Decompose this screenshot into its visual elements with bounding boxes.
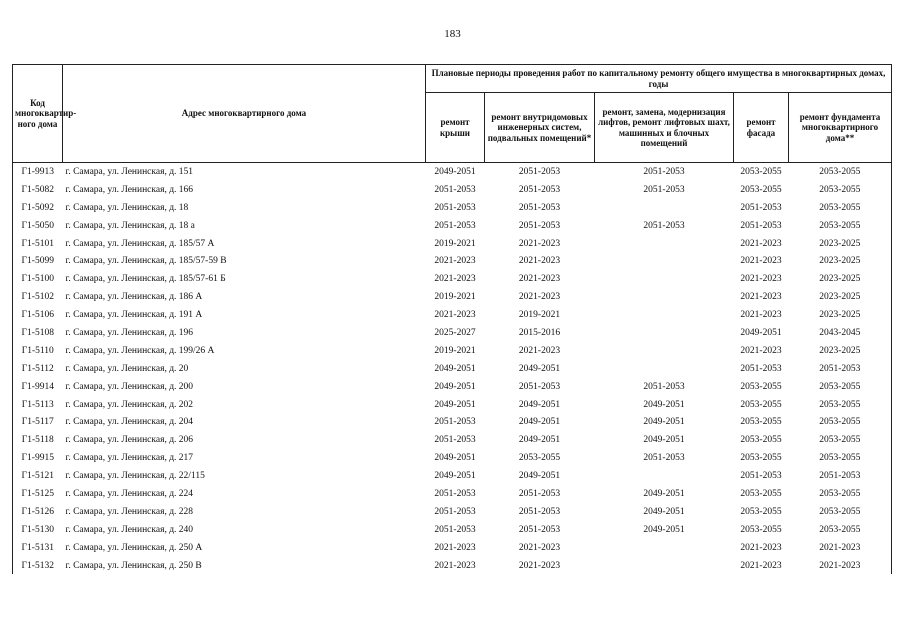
cell-lifts: 2049-2051	[643, 399, 685, 410]
table-row	[13, 557, 892, 575]
cell-roof: 2021-2023	[434, 310, 476, 321]
header-work-periods: Плановые периоды проведения работ по капитальному ремонту общего имущества в многоквартирных домах, годы	[426, 65, 892, 93]
cell-roof: 2051-2053	[434, 220, 476, 231]
cell-address: г. Самара, ул. Ленинская, д. 185/57-59 В	[65, 256, 227, 267]
cell-foundation: 2053-2055	[789, 199, 892, 217]
cell-address: г. Самара, ул. Ленинская, д. 250 В	[65, 560, 202, 571]
cell-roof: 2049-2051	[434, 166, 476, 177]
cell-address: г. Самара, ул. Ленинская, д. 196	[65, 327, 194, 338]
cell-facade: 2051-2053	[740, 471, 782, 482]
cell-code: Г1-5110	[13, 342, 63, 360]
cell-lifts: 2051-2053	[643, 184, 685, 195]
cell-lifts	[595, 324, 734, 342]
table-row	[13, 217, 892, 235]
cell-foundation: 2021-2023	[789, 539, 892, 557]
cell-systems: 2051-2053	[518, 220, 561, 231]
cell-lifts	[595, 199, 734, 217]
cell-systems: 2021-2023	[518, 256, 561, 267]
cell-systems: 2021-2023	[518, 238, 561, 249]
cell-facade: 2021-2023	[740, 560, 782, 571]
cell-roof: 2051-2053	[434, 488, 476, 499]
cell-facade: 2051-2053	[740, 220, 782, 231]
table-row	[13, 181, 892, 199]
cell-lifts: 2049-2051	[643, 417, 685, 428]
cell-facade: 2021-2023	[740, 292, 782, 303]
cell-facade: 2021-2023	[740, 274, 782, 285]
cell-lifts	[595, 270, 734, 288]
cell-lifts: 2051-2053	[643, 220, 685, 231]
cell-roof: 2051-2053	[434, 202, 476, 213]
table-row	[13, 378, 892, 396]
cell-foundation: 2053-2055	[789, 217, 892, 235]
cell-roof: 2049-2051	[434, 471, 476, 482]
table-row	[13, 396, 892, 414]
cell-address: г. Самара, ул. Ленинская, д. 204	[65, 417, 194, 428]
cell-code: Г1-5082	[13, 181, 63, 199]
cell-foundation: 2023-2025	[789, 235, 892, 253]
cell-code: Г1-5100	[13, 270, 63, 288]
cell-lifts	[595, 252, 734, 270]
cell-address: г. Самара, ул. Ленинская, д. 250 А	[65, 542, 203, 553]
header-lifts: ремонт, замена, модернизация лифтов, ремонт лифтовых шахт, машинных и блочных помещений	[595, 93, 734, 163]
cell-lifts: 2051-2053	[643, 381, 685, 392]
cell-code: Г1-5130	[13, 521, 63, 539]
cell-address: г. Самара, ул. Ленинская, д. 185/57-61 Б	[65, 274, 226, 285]
table-row	[13, 449, 892, 467]
cell-facade: 2021-2023	[740, 238, 782, 249]
header-code: Код многоквартир-ного дома	[13, 65, 63, 163]
cell-foundation: 2023-2025	[789, 288, 892, 306]
cell-lifts	[595, 467, 734, 485]
cell-foundation: 2053-2055	[789, 378, 892, 396]
cell-address: г. Самара, ул. Ленинская, д. 228	[65, 506, 194, 517]
cell-lifts: 2051-2053	[643, 166, 685, 177]
cell-address: г. Самара, ул. Ленинская, д. 18	[65, 202, 189, 213]
cell-roof: 2049-2051	[434, 399, 476, 410]
cell-code: Г1-5118	[13, 431, 63, 449]
cell-systems: 2015-2016	[518, 327, 561, 338]
cell-lifts	[595, 342, 734, 360]
cell-code: Г1-5101	[13, 235, 63, 253]
cell-facade: 2021-2023	[740, 256, 782, 267]
cell-roof: 2051-2053	[434, 506, 476, 517]
cell-facade: 2021-2023	[740, 345, 782, 356]
cell-code: Г1-9913	[13, 163, 63, 181]
cell-foundation: 2053-2055	[789, 503, 892, 521]
cell-systems: 2049-2051	[518, 399, 561, 410]
cell-facade: 2053-2055	[740, 524, 782, 535]
cell-roof: 2021-2023	[434, 274, 476, 285]
cell-code: Г1-5117	[13, 413, 63, 431]
cell-lifts	[595, 539, 734, 557]
table-row	[13, 288, 892, 306]
cell-facade: 2053-2055	[740, 506, 782, 517]
cell-lifts	[595, 557, 734, 575]
cell-lifts: 2049-2051	[643, 506, 685, 517]
table-row	[13, 503, 892, 521]
cell-systems: 2053-2055	[518, 453, 561, 464]
cell-foundation: 2023-2025	[789, 252, 892, 270]
cell-code: Г1-5126	[13, 503, 63, 521]
cell-code: Г1-5050	[13, 217, 63, 235]
cell-foundation: 2053-2055	[789, 396, 892, 414]
header-foundation: ремонт фундамента многоквартирного дома**	[789, 93, 892, 163]
cell-roof: 2051-2053	[434, 417, 476, 428]
cell-address: г. Самара, ул. Ленинская, д. 217	[65, 453, 194, 464]
table-row	[13, 324, 892, 342]
cell-code: Г1-5132	[13, 557, 63, 575]
cell-foundation: 2023-2025	[789, 342, 892, 360]
cell-systems: 2021-2023	[518, 560, 561, 571]
cell-facade: 2021-2023	[740, 542, 782, 553]
cell-code: Г1-5121	[13, 467, 63, 485]
header-systems: ремонт внутридомовых инженерных систем, подвальных помещений*	[485, 93, 595, 163]
table-body	[13, 163, 892, 575]
cell-systems: 2049-2051	[518, 417, 561, 428]
cell-systems: 2051-2053	[518, 506, 561, 517]
table-row	[13, 199, 892, 217]
cell-address: г. Самара, ул. Ленинская, д. 22/115	[65, 471, 205, 482]
cell-lifts	[595, 235, 734, 253]
table-row	[13, 235, 892, 253]
cell-lifts	[595, 360, 734, 378]
cell-roof: 2021-2023	[434, 560, 476, 571]
table-row	[13, 163, 892, 181]
table-row	[13, 485, 892, 503]
cell-systems: 2021-2023	[518, 292, 561, 303]
cell-lifts: 2049-2051	[643, 524, 685, 535]
table-row	[13, 360, 892, 378]
cell-facade: 2021-2023	[740, 310, 782, 321]
cell-systems: 2049-2051	[518, 471, 561, 482]
cell-code: Г1-5099	[13, 252, 63, 270]
cell-foundation: 2051-2053	[789, 360, 892, 378]
cell-roof: 2049-2051	[434, 381, 476, 392]
cell-foundation: 2053-2055	[789, 431, 892, 449]
cell-systems: 2021-2023	[518, 274, 561, 285]
cell-roof: 2051-2053	[434, 184, 476, 195]
table-row	[13, 306, 892, 324]
repair-schedule-table	[12, 64, 892, 574]
cell-code: Г1-9914	[13, 378, 63, 396]
cell-facade: 2053-2055	[740, 453, 782, 464]
cell-address: г. Самара, ул. Ленинская, д. 166	[65, 184, 194, 195]
cell-lifts: 2051-2053	[643, 453, 685, 464]
cell-roof: 2021-2023	[434, 256, 476, 267]
table-row	[13, 342, 892, 360]
cell-roof: 2049-2051	[434, 453, 476, 464]
header-address: Адрес многоквартирного дома	[63, 65, 426, 163]
cell-lifts	[595, 306, 734, 324]
cell-facade: 2053-2055	[740, 166, 782, 177]
cell-lifts: 2049-2051	[643, 488, 685, 499]
cell-facade: 2053-2055	[740, 435, 782, 446]
cell-facade: 2053-2055	[740, 417, 782, 428]
cell-roof: 2019-2021	[434, 238, 476, 249]
cell-roof: 2021-2023	[434, 542, 476, 553]
cell-address: г. Самара, ул. Ленинская, д. 240	[65, 524, 194, 535]
table-row	[13, 431, 892, 449]
cell-systems: 2019-2021	[518, 310, 561, 321]
cell-address: г. Самара, ул. Ленинская, д. 191 А	[65, 310, 203, 321]
cell-systems: 2051-2053	[518, 202, 561, 213]
header-roof: ремонт крыши	[426, 93, 485, 163]
cell-code: Г1-5125	[13, 485, 63, 503]
page-number: 183	[444, 28, 461, 40]
cell-lifts: 2049-2051	[643, 435, 685, 446]
cell-foundation: 2023-2025	[789, 270, 892, 288]
cell-systems: 2051-2053	[518, 381, 561, 392]
cell-code: Г1-5108	[13, 324, 63, 342]
cell-roof: 2019-2021	[434, 292, 476, 303]
cell-code: Г1-5131	[13, 539, 63, 557]
cell-address: г. Самара, ул. Ленинская, д. 151	[65, 166, 194, 177]
cell-code: Г1-5106	[13, 306, 63, 324]
cell-roof: 2051-2053	[434, 435, 476, 446]
cell-facade: 2053-2055	[740, 399, 782, 410]
cell-roof: 2019-2021	[434, 345, 476, 356]
cell-facade: 2051-2053	[740, 363, 782, 374]
cell-systems: 2021-2023	[518, 542, 561, 553]
cell-roof: 2025-2027	[434, 327, 476, 338]
cell-systems: 2021-2023	[518, 345, 561, 356]
cell-systems: 2051-2053	[518, 488, 561, 499]
cell-address: г. Самара, ул. Ленинская, д. 20	[65, 363, 189, 374]
cell-facade: 2053-2055	[740, 381, 782, 392]
cell-foundation: 2051-2053	[789, 467, 892, 485]
table-row	[13, 467, 892, 485]
table-row	[13, 252, 892, 270]
cell-foundation: 2053-2055	[789, 521, 892, 539]
table-row	[13, 539, 892, 557]
cell-code: Г1-9915	[13, 449, 63, 467]
cell-roof: 2051-2053	[434, 524, 476, 535]
cell-roof: 2049-2051	[434, 363, 476, 374]
cell-foundation: 2053-2055	[789, 485, 892, 503]
cell-foundation: 2021-2023	[789, 557, 892, 575]
cell-address: г. Самара, ул. Ленинская, д. 202	[65, 399, 194, 410]
cell-systems: 2049-2051	[518, 435, 561, 446]
cell-systems: 2051-2053	[518, 524, 561, 535]
cell-foundation: 2023-2025	[789, 306, 892, 324]
cell-address: г. Самара, ул. Ленинская, д. 185/57 А	[65, 238, 215, 249]
table-row	[13, 521, 892, 539]
cell-address: г. Самара, ул. Ленинская, д. 224	[65, 488, 194, 499]
cell-code: Г1-5112	[13, 360, 63, 378]
cell-address: г. Самара, ул. Ленинская, д. 200	[65, 381, 194, 392]
cell-lifts	[595, 288, 734, 306]
cell-systems: 2051-2053	[518, 166, 561, 177]
cell-systems: 2049-2051	[518, 363, 561, 374]
table-row	[13, 270, 892, 288]
cell-foundation: 2043-2045	[789, 324, 892, 342]
cell-foundation: 2053-2055	[789, 181, 892, 199]
cell-address: г. Самара, ул. Ленинская, д. 18 а	[65, 220, 195, 231]
cell-code: Г1-5113	[13, 396, 63, 414]
cell-facade: 2053-2055	[740, 184, 782, 195]
cell-code: Г1-5102	[13, 288, 63, 306]
cell-facade: 2049-2051	[740, 327, 782, 338]
cell-systems: 2051-2053	[518, 184, 561, 195]
cell-foundation: 2053-2055	[789, 449, 892, 467]
cell-address: г. Самара, ул. Ленинская, д. 206	[65, 435, 194, 446]
cell-address: г. Самара, ул. Ленинская, д. 186 А	[65, 292, 203, 303]
cell-facade: 2053-2055	[740, 488, 782, 499]
cell-address: г. Самара, ул. Ленинская, д. 199/26 А	[65, 345, 215, 356]
cell-foundation: 2053-2055	[789, 163, 892, 181]
table-row	[13, 413, 892, 431]
cell-code: Г1-5092	[13, 199, 63, 217]
header-facade: ремонт фасада	[734, 93, 789, 163]
cell-facade: 2051-2053	[740, 202, 782, 213]
cell-foundation: 2053-2055	[789, 413, 892, 431]
